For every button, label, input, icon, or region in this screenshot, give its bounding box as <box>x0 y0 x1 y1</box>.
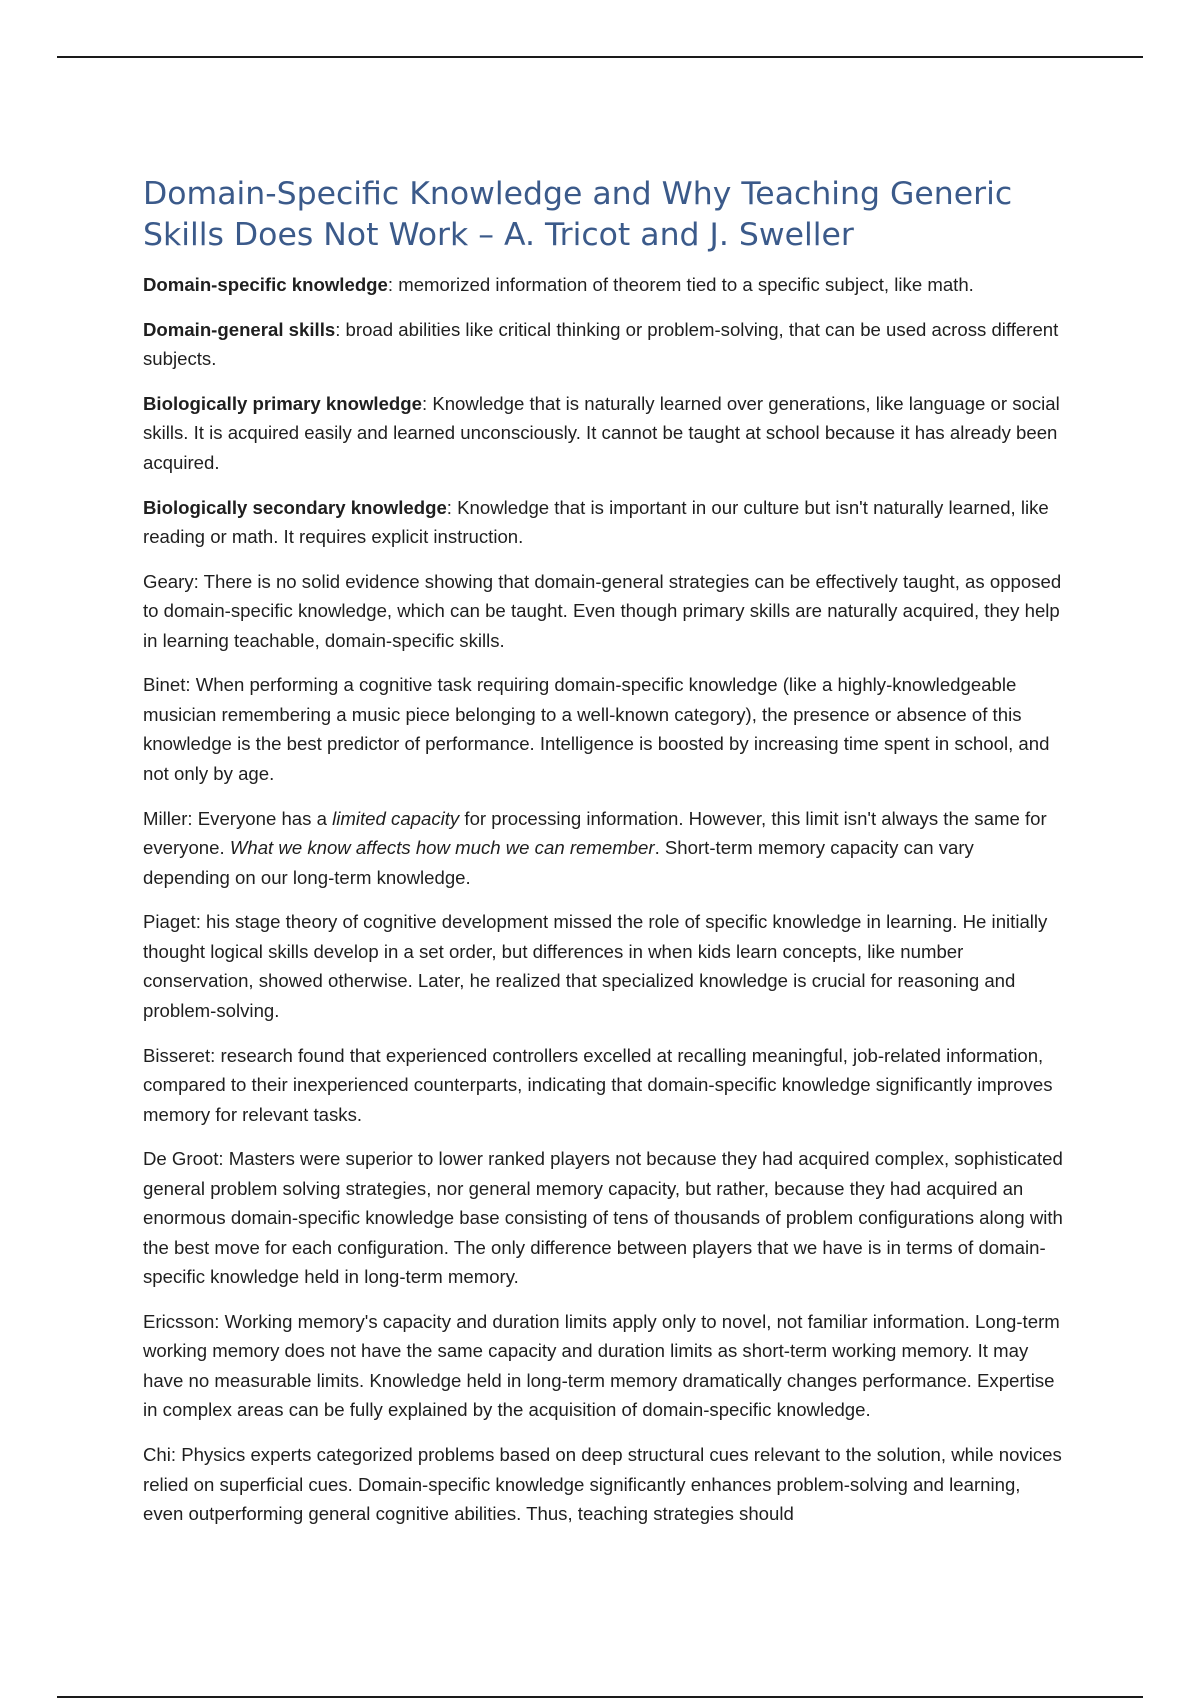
definition-biologically-primary <box>143 389 1063 478</box>
definition-term: Domain-general skills <box>143 318 336 340</box>
definition-biologically-secondary <box>143 493 1063 552</box>
paragraph-ericsson: Ericsson: Working memory's capacity and duration limits apply only to novel, not familiar information. Long-term working memory does not have the same capacity and duration limits as short-term working memory. It may have no measurable limits. Knowledge held in long-term memory dramatically changes performance. Expertise in complex areas can be fully explained by the acquisition of domain-specific knowledge. <box>143 1310 1060 1421</box>
definition-term: Domain-specific knowledge <box>143 274 388 295</box>
top-border-rule <box>57 56 1143 58</box>
definition-text: : memorized information of theorem tied to a specific subject, like math. <box>387 274 974 295</box>
document-body <box>143 174 1063 1544</box>
paragraph-binet: Binet: When performing a cognitive task requiring domain-specific knowledge (like a highly-knowledgeable musician remembering a music piece belonging to a well-known category), the presence or absence of this knowledge is the best predictor of performance. Intelligence is boosted by increasing time spent in school, and not only by age. <box>143 674 1050 784</box>
bottom-border-rule <box>57 1696 1143 1698</box>
paragraph-de-groot: De Groot: Masters were superior to lower ranked players not because they had acquired complex, sophisticated general problem solving strategies, nor general memory capacity, but rather, because they had acquired an enormous domain-specific knowledge base consisting of tens of thousands of problem configurations along with the best move for each configuration. The only difference between players that we have is in terms of domain-specific knowledge held in long-term memory. <box>143 1148 1063 1288</box>
definition-term: Biologically secondary knowledge <box>143 496 447 518</box>
definition-domain-general <box>143 315 1063 374</box>
miller-italic-1: limited capacity <box>332 807 460 829</box>
paragraph-miller <box>143 804 1063 893</box>
definition-term: Biologically primary knowledge <box>143 392 422 414</box>
paragraph-geary: Geary: There is no solid evidence showing that domain-general strategies can be effectively taught, as opposed to domain-specific knowledge, which can be taught. Even though primary skills are naturally acquired, they help in learning teachable, domain-specific skills. <box>143 570 1062 651</box>
paragraph-bisseret: Bisseret: research found that experienced controllers excelled at recalling meaningful, job-related information, compared to their inexperienced counterparts, indicating that domain-specific knowledge significantly improves memory for relevant tasks. <box>143 1044 1053 1125</box>
definition-text: : broad abilities like critical thinking or problem-solving, that can be used across different subjects. <box>143 318 1059 370</box>
miller-text-3: . Short-term memory capacity can vary depending on our long-term knowledge. <box>143 837 974 888</box>
paragraph-piaget: Piaget: his stage theory of cognitive development missed the role of specific knowledge in learning. He initially thought logical skills develop in a set order, but differences in when kids learn concepts, like number conservation, showed otherwise. Later, he realized that specialized knowledge is crucial for reasoning and problem-solving. <box>143 911 1048 1021</box>
miller-text-2: for processing information. However, this limit isn't always the same for everyone. <box>143 807 1047 859</box>
definition-domain-specific <box>143 270 1063 300</box>
document-title: Domain-Specific Knowledge and Why Teaching Generic Skills Does Not Work – A. Tricot and J. Sweller <box>143 176 1013 253</box>
definition-text: : Knowledge that is important in our culture but isn't naturally learned, like reading or math. It requires explicit instruction. <box>143 496 1049 548</box>
miller-text-1: Miller: Everyone has a <box>143 807 333 829</box>
definition-text: : Knowledge that is naturally learned over generations, like language or social skills. It is acquired easily and learned unconsciously. It cannot be taught at school because it has already been acquired. <box>143 392 1060 473</box>
paragraph-chi: Chi: Physics experts categorized problems based on deep structural cues relevant to the solution, while novices relied on superficial cues. Domain-specific knowledge significantly enhances problem-solving and learning, even outperforming general cognitive abilities. Thus, teaching strategies should <box>143 1444 1062 1525</box>
miller-italic-2: What we know affects how much we can remember <box>229 837 655 859</box>
